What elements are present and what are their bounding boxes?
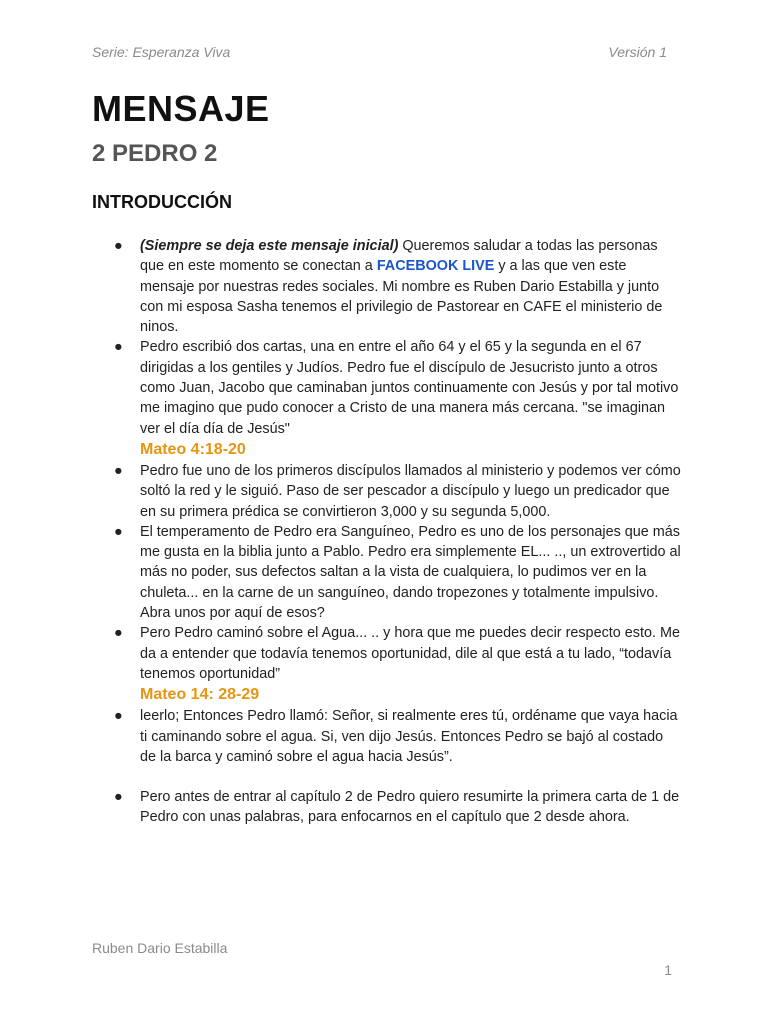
bullet-icon: ● (114, 462, 123, 479)
list-item (92, 337, 682, 438)
item-text: Queremos saludar a todas las personas que en este momento se conectan a (140, 238, 658, 275)
bullet-icon: ● (114, 625, 123, 642)
item-text: El temperamento de Pedro era Sanguíneo, Pedro es uno de los personajes que más me gusta en la biblia junto a Pablo. Pedro era simplemente EL... .., un extrovertido al más no poder, sus defectos saltan a la vista de cualquiera, lo pudimos ver en la chuleta... en la carne de un sanguíneo, dando tropezones y totalmente impulsivo. Abra unos por aquí de esos? (140, 523, 681, 622)
bullet-list (92, 236, 682, 828)
item-text: Pero Pedro caminó sobre el Agua... .. y hora que me puedes decir respecto esto. Me da a entender que todavía tenemos oportunidad, dile al que está a tu lado, “todavía tenemos oportunidad” (140, 625, 680, 682)
header-series: Serie: Esperanza Viva (92, 44, 231, 60)
bullet-icon: ● (114, 523, 123, 540)
list-item (92, 623, 682, 684)
footer-author: Ruben Dario Estabilla (92, 940, 228, 956)
scripture-reference: Mateo 4:18-20 (140, 440, 246, 458)
list-item (92, 461, 682, 522)
section-heading: INTRODUCCIÓN (92, 192, 232, 212)
header-version: Versión 1 (608, 44, 667, 60)
spacer (92, 767, 682, 787)
item-text: Pero antes de entrar al capítulo 2 de Pedro quiero resumirte la primera carta de 1 de Pedro con unas palabras, para enfocarnos en el capítulo que 2 desde ahora. (140, 789, 680, 826)
page-number: 1 (664, 962, 672, 978)
bullet-icon: ● (114, 789, 123, 806)
list-item (92, 706, 682, 767)
item-text: leerlo; Entonces Pedro llamó: Señor, si realmente eres tú, ordéname que vaya hacia ti caminando sobre el agua. Si, ven dijo Jesús. Entonces Pedro se bajó al costado de la barca y caminó sobre el agua hacia Jesús”. (140, 708, 678, 765)
item-text: Pedro escribió dos cartas, una en entre el año 64 y el 65 y la segunda en el 67 dirigidas a los gentiles y Judíos. Pedro fue el discípulo de Jesucristo junto a otros como Juan, Jacobo que caminaban juntos continuamente con Jesús y por tal motivo me imagino que pudo conocer a Cristo de una manera más cercana. "se imaginan ver el día día de Jesús" (140, 339, 679, 437)
bullet-icon: ● (114, 238, 123, 254)
facebook-live-highlight: FACEBOOK LIVE (376, 258, 495, 275)
page-subtitle: 2 PEDRO 2 (92, 140, 218, 167)
list-item (92, 236, 682, 337)
item-text: Pedro fue uno de los primeros discípulos llamados al ministerio y podemos ver cómo soltó la red y le siguió. Paso de ser pescador a discípulo y luego un predicador que en su primera prédica se convirtieron 3,000 y su segunda 5,000. (140, 462, 681, 520)
item-text: y a las que ven este mensaje por nuestras redes sociales. Mi nombre es Ruben Dario Estabilla y junto con mi esposa Sasha tenemos el privilegio de Pastorear en CAFE el ministerio de ninos. (140, 258, 663, 336)
list-item (92, 787, 682, 828)
scripture-reference: Mateo 14: 28-29 (140, 686, 260, 704)
bullet-icon: ● (114, 708, 123, 725)
list-item (92, 522, 682, 623)
page-title: MENSAJE (92, 88, 270, 129)
item-lead: (Siempre se deja este mensaje inicial) (140, 238, 399, 254)
bullet-icon: ● (114, 339, 123, 356)
